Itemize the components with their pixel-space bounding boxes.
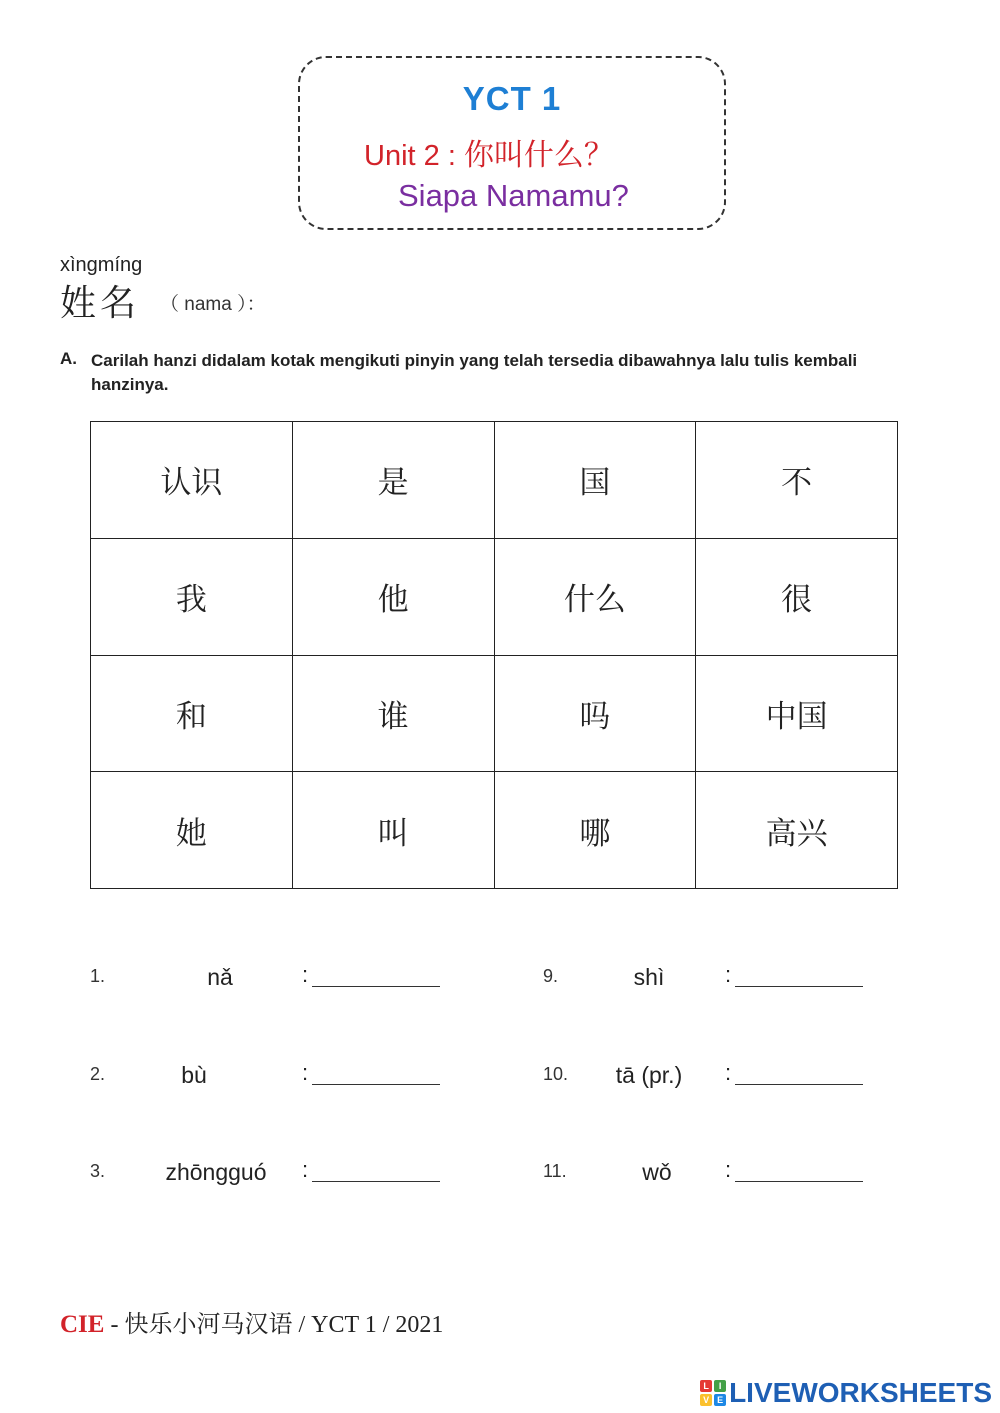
question-1 bbox=[90, 964, 450, 994]
logo-letter: I bbox=[714, 1380, 726, 1392]
grid-cell: 哪 bbox=[494, 772, 696, 889]
answer-blank[interactable] bbox=[312, 1181, 440, 1182]
liveworksheets-watermark bbox=[700, 1378, 992, 1408]
question-2 bbox=[90, 1062, 450, 1092]
liveworksheets-wordmark: LIVEWORKSHEETS bbox=[729, 1377, 992, 1408]
question-pinyin: zhōngguó bbox=[165, 1159, 267, 1185]
worksheet-title: YCT 1 bbox=[462, 80, 562, 117]
grid-cell: 谁 bbox=[292, 655, 494, 772]
answer-blank[interactable] bbox=[312, 986, 440, 987]
unit-heading bbox=[364, 130, 614, 174]
question-number: 9. bbox=[543, 966, 559, 986]
answer-blank[interactable] bbox=[735, 1084, 863, 1085]
name-hanzi-label: 姓名 bbox=[60, 283, 141, 324]
question-colon: : bbox=[725, 1060, 732, 1085]
hanzi-grid bbox=[90, 421, 898, 889]
logo-letter: E bbox=[714, 1394, 726, 1406]
answer-blank[interactable] bbox=[735, 1181, 863, 1182]
name-field-note[interactable]: （ nama ）： bbox=[160, 294, 266, 315]
question-colon: : bbox=[725, 962, 732, 987]
unit-prefix: Unit 2 : bbox=[364, 140, 464, 172]
title-box bbox=[298, 56, 726, 230]
answer-blank[interactable] bbox=[312, 1084, 440, 1085]
grid-cell: 不 bbox=[696, 422, 898, 539]
question-pinyin: tā (pr.) bbox=[615, 1062, 683, 1088]
question-colon: : bbox=[302, 1060, 309, 1085]
question-number: 10. bbox=[543, 1064, 569, 1084]
grid-cell: 叫 bbox=[292, 772, 494, 889]
grid-cell: 认识 bbox=[91, 422, 293, 539]
question-pinyin: bù bbox=[181, 1062, 207, 1088]
section-letter: A. bbox=[60, 349, 77, 368]
footer-chinese: 快乐小河马汉语 bbox=[124, 1310, 293, 1338]
grid-row bbox=[91, 422, 898, 539]
question-3 bbox=[90, 1159, 450, 1189]
footer-brand: CIE bbox=[60, 1311, 105, 1338]
grid-row bbox=[91, 538, 898, 655]
question-pinyin: nǎ bbox=[207, 964, 233, 990]
unit-chinese-title: 你叫什么？ bbox=[463, 138, 614, 173]
grid-cell: 他 bbox=[292, 538, 494, 655]
liveworksheets-logo-icon bbox=[700, 1380, 726, 1406]
question-10 bbox=[543, 1062, 873, 1092]
grid-cell: 国 bbox=[494, 422, 696, 539]
grid-cell: 和 bbox=[91, 655, 293, 772]
question-number: 1. bbox=[90, 966, 106, 986]
name-pinyin: xìngmíng bbox=[60, 254, 143, 276]
logo-letter: L bbox=[700, 1380, 712, 1392]
question-9 bbox=[543, 964, 873, 994]
grid-cell: 她 bbox=[91, 772, 293, 889]
grid-cell: 吗 bbox=[494, 655, 696, 772]
section-instruction: Carilah hanzi didalam kotak mengikuti pinyin yang telah tersedia dibawahnya lalu tulis kembali hanzinya. bbox=[91, 351, 858, 394]
question-pinyin: wǒ bbox=[642, 1159, 672, 1185]
grid-cell: 中国 bbox=[696, 655, 898, 772]
logo-letter: V bbox=[700, 1394, 712, 1406]
question-colon: : bbox=[302, 1157, 309, 1182]
question-number: 2. bbox=[90, 1064, 106, 1084]
grid-cell: 是 bbox=[292, 422, 494, 539]
footer-rest: / YCT 1 / 2021 bbox=[292, 1312, 444, 1338]
question-pinyin: shì bbox=[633, 964, 665, 990]
question-colon: : bbox=[302, 962, 309, 987]
grid-cell: 什么 bbox=[494, 538, 696, 655]
grid-cell: 高兴 bbox=[696, 772, 898, 889]
footer-credit bbox=[60, 1304, 443, 1339]
question-colon: : bbox=[725, 1157, 732, 1182]
footer-separator: - bbox=[104, 1312, 125, 1338]
unit-subtitle: Siapa Namamu? bbox=[398, 178, 629, 213]
grid-cell: 我 bbox=[91, 538, 293, 655]
question-number: 11. bbox=[543, 1161, 567, 1181]
question-number: 3. bbox=[90, 1161, 106, 1181]
question-11 bbox=[543, 1159, 873, 1189]
grid-row bbox=[91, 772, 898, 889]
answer-blank[interactable] bbox=[735, 986, 863, 987]
grid-row bbox=[91, 655, 898, 772]
grid-cell: 很 bbox=[696, 538, 898, 655]
